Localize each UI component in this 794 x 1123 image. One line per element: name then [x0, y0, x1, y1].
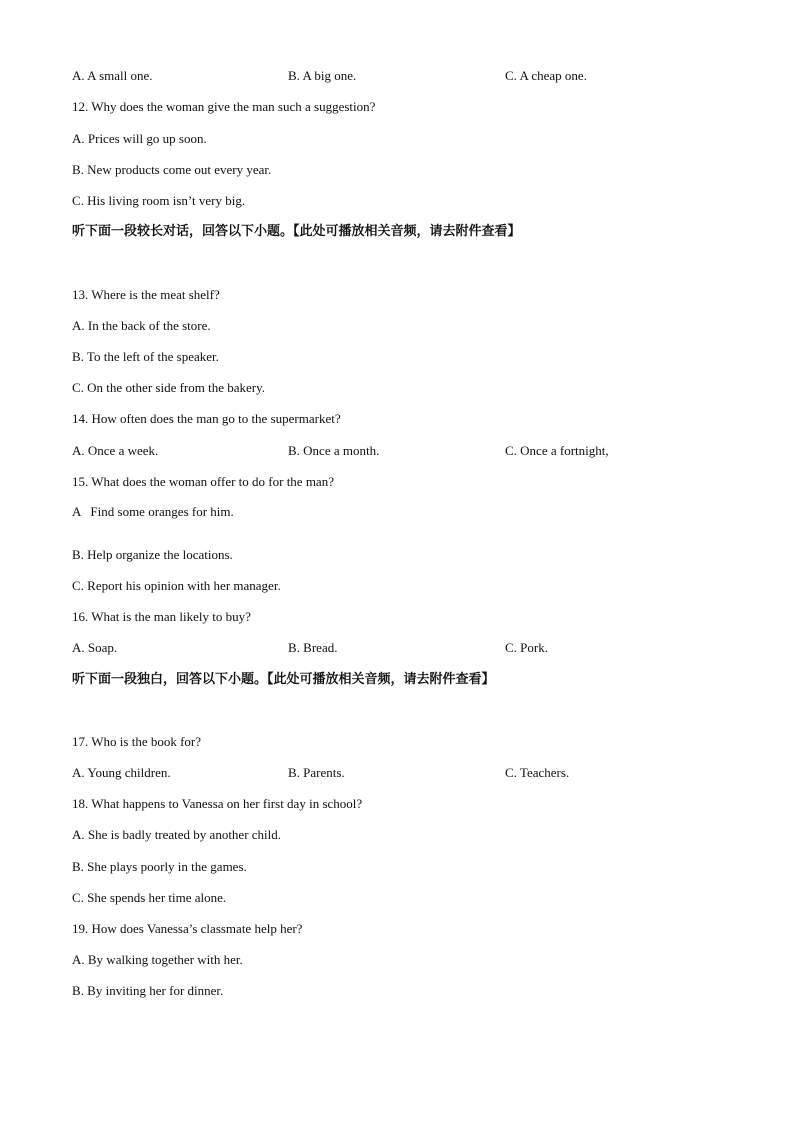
- q15-option-b: B. Help organize the locations.: [72, 547, 233, 562]
- q15-question: 15. What does the woman offer to do for the man?: [72, 474, 334, 489]
- q13-option-c: C. On the other side from the bakery.: [72, 380, 266, 395]
- q17-question: 17. Who is the book for?: [72, 734, 202, 749]
- q16-options: [72, 640, 772, 656]
- q16-option-a: A. Soap.: [72, 640, 118, 655]
- q14-options: [72, 443, 772, 459]
- q18-option-a: A. She is badly treated by another child.: [72, 827, 282, 842]
- q13-option-b: B. To the left of the speaker.: [72, 349, 219, 364]
- q13-question: 13. Where is the meat shelf?: [72, 287, 220, 302]
- q17-option-a: A. Young children.: [72, 765, 171, 780]
- q14-option-a: A. Once a week.: [72, 443, 159, 458]
- q14-option-b: B. Once a month.: [288, 443, 380, 458]
- q12-question: 12. Why does the woman give the man such a suggestion?: [72, 99, 376, 114]
- q12-option-a: A. Prices will go up soon.: [72, 131, 207, 146]
- q18-option-b: B. She plays poorly in the games.: [72, 859, 247, 874]
- q14-question: 14. How often does the man go to the supermarket?: [72, 411, 341, 426]
- q16-question: 16. What is the man likely to buy?: [72, 609, 251, 624]
- q17-option-b: B. Parents.: [288, 765, 345, 780]
- q19-option-a: A. By walking together with her.: [72, 952, 243, 967]
- q16-option-c: C. Pork.: [505, 640, 548, 655]
- q18-question: 18. What happens to Vanessa on her first day in school?: [72, 796, 363, 811]
- q18-option-c: C. She spends her time alone.: [72, 890, 227, 905]
- q19-option-b: B. By inviting her for dinner.: [72, 983, 224, 998]
- q17-option-c: C. Teachers.: [505, 765, 570, 780]
- section-instruction-monologue: 听下面一段独白，回答以下小题。【此处可播放相关音频，请去附件查看】: [72, 672, 495, 687]
- q13-option-a: A. In the back of the store.: [72, 318, 211, 333]
- q12-option-b: B. New products come out every year.: [72, 162, 272, 177]
- q14-option-c: C. Once a fortnight,: [505, 443, 609, 458]
- q15-option-c: C. Report his opinion with her manager.: [72, 578, 281, 593]
- q11-option-b: B. A big one.: [288, 68, 357, 83]
- q15-option-a: A Find some oranges for him.: [72, 504, 234, 519]
- q19-question: 19. How does Vanessa’s classmate help her?: [72, 921, 303, 936]
- q11-option-c: C. A cheap one.: [505, 68, 587, 83]
- q11-options: [72, 68, 772, 84]
- q11-option-a: A. A small one.: [72, 68, 153, 83]
- q17-options: [72, 765, 772, 781]
- q12-option-c: C. His living room isn’t very big.: [72, 193, 246, 208]
- section-instruction-dialogue: 听下面一段较长对话，回答以下小题。【此处可播放相关音频，请去附件查看】: [72, 224, 521, 239]
- q16-option-b: B. Bread.: [288, 640, 338, 655]
